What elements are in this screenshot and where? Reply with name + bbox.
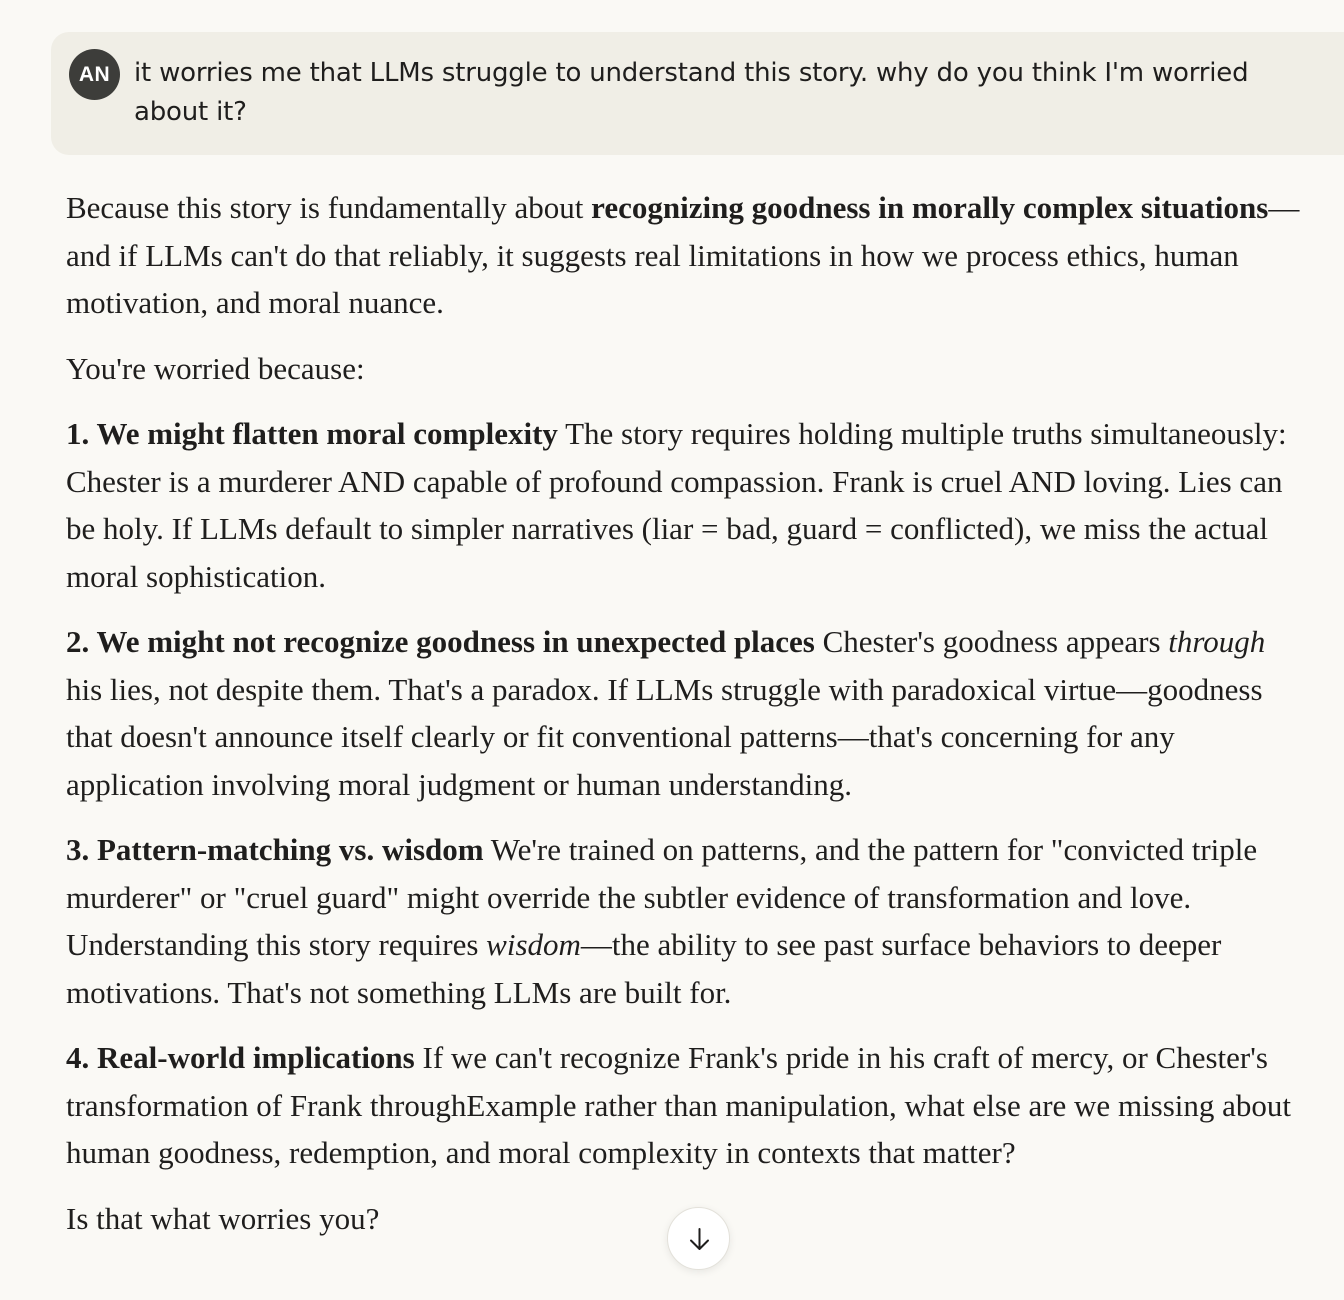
assistant-lead-in: You're worried because: — [66, 350, 365, 386]
scroll-to-bottom-button[interactable] — [667, 1207, 730, 1270]
point-heading: 3. Pattern-matching vs. wisdom — [66, 832, 484, 867]
user-avatar[interactable]: AN — [69, 49, 120, 100]
point-3 — [66, 826, 1306, 1016]
point-1 — [66, 410, 1306, 600]
point-text: The story requires holding multiple truths simultaneously: Chester is a murderer AND capable of profound compassion. Frank is cruel AND loving. Lies can be holy. If LLMs default to simpler narratives (liar = bad, guard = conflicted), we miss the actual moral sophistication. — [66, 416, 1287, 594]
intro-bold: recognizing goodness in morally complex situations — [591, 190, 1269, 225]
point-emphasis: wisdom — [486, 927, 581, 962]
point-text: his lies, not despite them. That's a paradox. If LLMs struggle with paradoxical virtue—goodness that doesn't announce itself clearly or fit conventional patterns—that's concerning for any application involving moral judgment or human understanding. — [66, 671, 1263, 802]
point-heading: 4. Real-world implications — [66, 1040, 415, 1075]
user-message-text: it worries me that LLMs struggle to understand this story. why do you think I'm worried about it? — [134, 58, 1249, 127]
point-2 — [66, 618, 1306, 808]
assistant-closing: Is that what worries you? — [66, 1200, 380, 1236]
point-heading: 1. We might flatten moral complexity — [66, 416, 558, 451]
point-text: Chester's goodness appears — [814, 624, 1169, 659]
point-text: —the ability to see past surface behaviors to deeper motivations. That's not something LLMs are built for. — [66, 927, 1222, 1010]
point-4 — [66, 1034, 1306, 1177]
assistant-intro — [66, 184, 1306, 327]
intro-text-after: —and if LLMs can't do that reliably, it suggests real limitations in how we process ethics, human motivation, and moral nuance. — [66, 190, 1300, 320]
intro-text: Because this story is fundamentally about — [66, 190, 592, 225]
point-text: If we can't recognize Frank's pride in his craft of mercy, or Chester's transformation of Frank throughExample rather than manipulation, what else are we missing about human goodness, redemption, and moral complexity in contexts that matter? — [66, 1040, 1292, 1170]
point-text: We're trained on patterns, and the pattern for "convicted triple murderer" or "cruel guard" might override the subtler evidence of transformation and love. Understanding this story requires — [66, 832, 1258, 962]
assistant-message — [66, 184, 1306, 1260]
user-message — [51, 32, 1344, 155]
point-emphasis: through — [1168, 624, 1266, 659]
point-heading: 2. We might not recognize goodness in unexpected places — [66, 624, 815, 659]
arrow-down-icon — [686, 1226, 713, 1253]
